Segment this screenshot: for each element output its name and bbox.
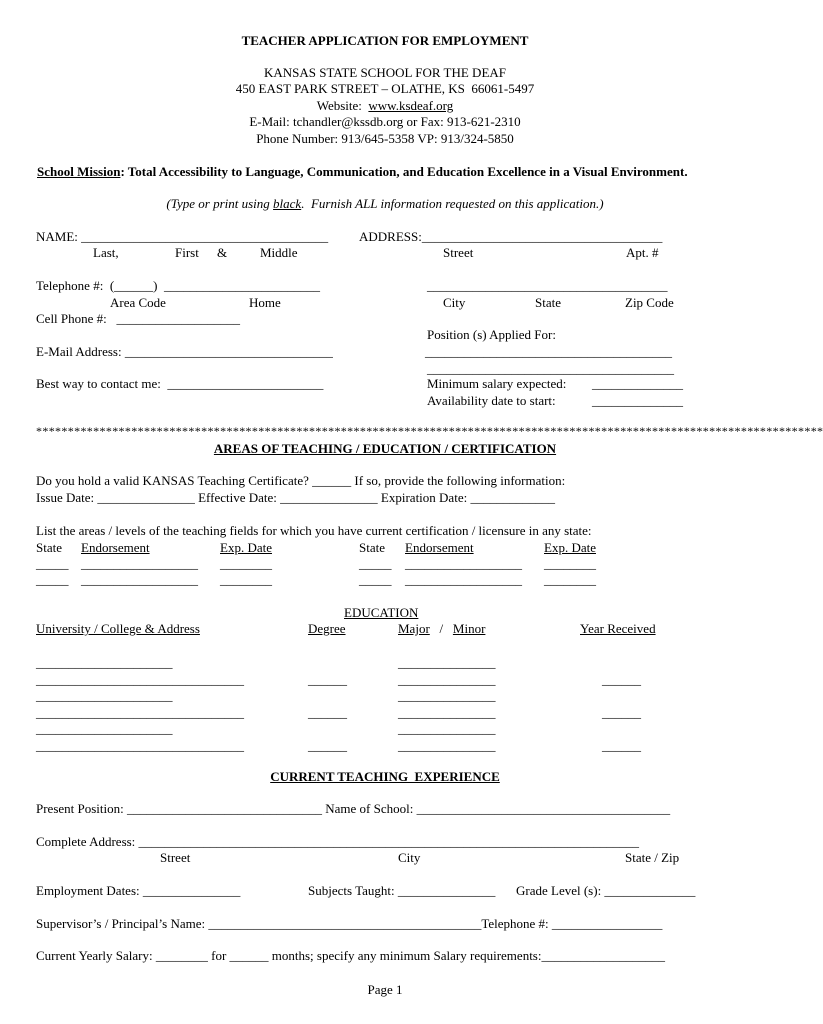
instructions-black: black (273, 196, 302, 211)
instructions-pre: (Type or print using (166, 196, 274, 211)
cert-col-state: State (36, 540, 62, 555)
edu-major-line[interactable]: _______________ (398, 655, 496, 670)
edu-minor-line[interactable]: _______________ (398, 705, 496, 720)
cert-endorsement-blank[interactable]: __________________ (81, 556, 198, 571)
name-amp-caption: & (217, 245, 228, 260)
exp-city-caption: City (398, 850, 421, 865)
school-phone: Phone Number: 913/645-5358 VP: 913/324-5850 (256, 131, 514, 146)
employment-dates-field[interactable]: Employment Dates: _______________ (36, 883, 241, 898)
city-caption: City (443, 295, 466, 310)
edu-university-line[interactable]: _____________________ (36, 688, 173, 703)
certification-list-intro: List the areas / levels of the teaching fields for which you have current certification / licensure in any state: (36, 523, 592, 538)
instructions (0, 197, 770, 210)
min-salary-label: Minimum salary expected: (427, 376, 567, 391)
form-title: TEACHER APPLICATION FOR EMPLOYMENT (241, 33, 529, 48)
grade-level-field[interactable]: Grade Level (s): ______________ (516, 883, 696, 898)
cert-state-blank[interactable]: _____ (359, 556, 392, 571)
address-field[interactable]: ADDRESS:_____________________________________ (359, 229, 663, 244)
edu-year-line[interactable]: ______ (602, 738, 641, 753)
cert-col-endorsement: Endorsement (405, 540, 474, 555)
supervisor-field[interactable]: Supervisor’s / Principal’s Name: __________________________________________Telephone #: _________________ (36, 916, 663, 931)
area-code-caption: Area Code (110, 295, 166, 310)
edu-col-sep: / (439, 621, 444, 636)
edu-degree-line[interactable]: ______ (308, 738, 347, 753)
instructions-post: . Furnish ALL information requested on this application.) (301, 196, 604, 211)
name-middle-caption: Middle (260, 245, 298, 260)
edu-minor-line[interactable]: _______________ (398, 738, 496, 753)
edu-major-line[interactable]: _______________ (398, 721, 496, 736)
cert-col-exp-date: Exp. Date (220, 540, 272, 555)
page-number: Page 1 (367, 982, 403, 997)
education-heading: EDUCATION (344, 605, 419, 620)
telephone-field[interactable]: Telephone #: (______) ________________________ (36, 278, 320, 293)
edu-major-line[interactable]: _______________ (398, 688, 496, 703)
name-last-caption: Last, (93, 245, 119, 260)
yearly-salary-field[interactable]: Current Yearly Salary: ________ for ______ months; specify any minimum Salary requirements:___________________ (36, 948, 665, 963)
cert-state-blank[interactable]: _____ (36, 556, 69, 571)
home-caption: Home (249, 295, 281, 310)
cert-exp-blank[interactable]: ________ (544, 556, 596, 571)
complete-address-field[interactable]: Complete Address: _____________________________________________________________________________ (36, 834, 640, 849)
school-website (0, 99, 770, 112)
availability-field[interactable]: ______________ (592, 393, 683, 408)
cert-col-endorsement: Endorsement (81, 540, 150, 555)
cert-state-blank[interactable]: _____ (359, 572, 392, 587)
edu-university-address-line[interactable]: ________________________________ (36, 672, 244, 687)
edu-col-degree: Degree (308, 621, 346, 636)
mission-label: School Mission (37, 164, 121, 179)
kansas-certificate-question[interactable]: Do you hold a valid KANSAS Teaching Certificate? ______ If so, provide the following information: (36, 473, 566, 488)
email-field[interactable]: E-Mail Address: ________________________________ (36, 344, 333, 359)
edu-minor-line[interactable]: _______________ (398, 672, 496, 687)
edu-university-line[interactable]: _____________________ (36, 721, 173, 736)
min-salary-field[interactable]: ______________ (592, 376, 683, 391)
asterisk-separator: **************************************************************************************************************************** (36, 424, 823, 438)
website-label: Website: (316, 98, 369, 113)
school-email-fax: E-Mail: tchandler@kssdb.org or Fax: 913-621-2310 (249, 114, 521, 129)
cert-exp-blank[interactable]: ________ (220, 556, 272, 571)
cert-col-exp-date: Exp. Date (544, 540, 596, 555)
cert-state-blank[interactable]: _____ (36, 572, 69, 587)
cert-endorsement-blank[interactable]: __________________ (405, 572, 522, 587)
edu-degree-line[interactable]: ______ (308, 672, 347, 687)
address-apt-caption: Apt. # (626, 245, 659, 260)
certificate-dates[interactable]: Issue Date: _______________ Effective Date: _______________ Expiration Date: _____________ (36, 490, 555, 505)
website-link[interactable]: www.ksdeaf.org (368, 98, 454, 113)
areas-heading: AREAS OF TEACHING / EDUCATION / CERTIFICATION (213, 441, 557, 456)
edu-col-major-minor (398, 622, 485, 635)
edu-col-year: Year Received (580, 621, 656, 636)
edu-university-line[interactable]: _____________________ (36, 655, 173, 670)
availability-label: Availability date to start: (427, 393, 556, 408)
edu-year-line[interactable]: ______ (602, 705, 641, 720)
cert-exp-blank[interactable]: ________ (544, 572, 596, 587)
zip-caption: Zip Code (625, 295, 674, 310)
position-label: Position (s) Applied For: (427, 327, 556, 342)
mission-text: : Total Accessibility to Language, Communication, and Education Excellence in a Visual Environment. (120, 164, 688, 179)
cert-endorsement-blank[interactable]: __________________ (405, 556, 522, 571)
cell-phone-field[interactable]: Cell Phone #: ___________________ (36, 311, 241, 326)
name-field[interactable]: NAME: ______________________________________ (36, 229, 329, 244)
edu-degree-line[interactable]: ______ (308, 705, 347, 720)
position-field-2[interactable]: ______________________________________ (427, 361, 674, 376)
exp-state-zip-caption: State / Zip (625, 850, 680, 865)
exp-street-caption: Street (160, 850, 191, 865)
position-field-1[interactable]: ______________________________________ (425, 344, 672, 359)
contact-method-field[interactable]: Best way to contact me: ________________________ (36, 376, 324, 391)
edu-university-address-line[interactable]: ________________________________ (36, 738, 244, 753)
address-line-2[interactable]: _____________________________________ (427, 278, 668, 293)
cert-col-state: State (359, 540, 385, 555)
address-street-caption: Street (443, 245, 474, 260)
present-position-field[interactable]: Present Position: ______________________________ Name of School: _______________________________________ (36, 801, 671, 816)
edu-col-minor: Minor (452, 621, 486, 636)
subjects-taught-field[interactable]: Subjects Taught: _______________ (308, 883, 496, 898)
edu-university-address-line[interactable]: ________________________________ (36, 705, 244, 720)
edu-col-university: University / College & Address (36, 621, 200, 636)
school-mission (37, 165, 688, 178)
school-street: 450 EAST PARK STREET – OLATHE, KS 66061-5497 (235, 81, 535, 96)
experience-heading: CURRENT TEACHING EXPERIENCE (270, 769, 500, 784)
name-first-caption: First (175, 245, 199, 260)
edu-col-major: Major (398, 621, 430, 636)
cert-exp-blank[interactable]: ________ (220, 572, 272, 587)
edu-year-line[interactable]: ______ (602, 672, 641, 687)
cert-endorsement-blank[interactable]: __________________ (81, 572, 198, 587)
state-caption: State (535, 295, 561, 310)
school-name: KANSAS STATE SCHOOL FOR THE DEAF (263, 65, 507, 80)
